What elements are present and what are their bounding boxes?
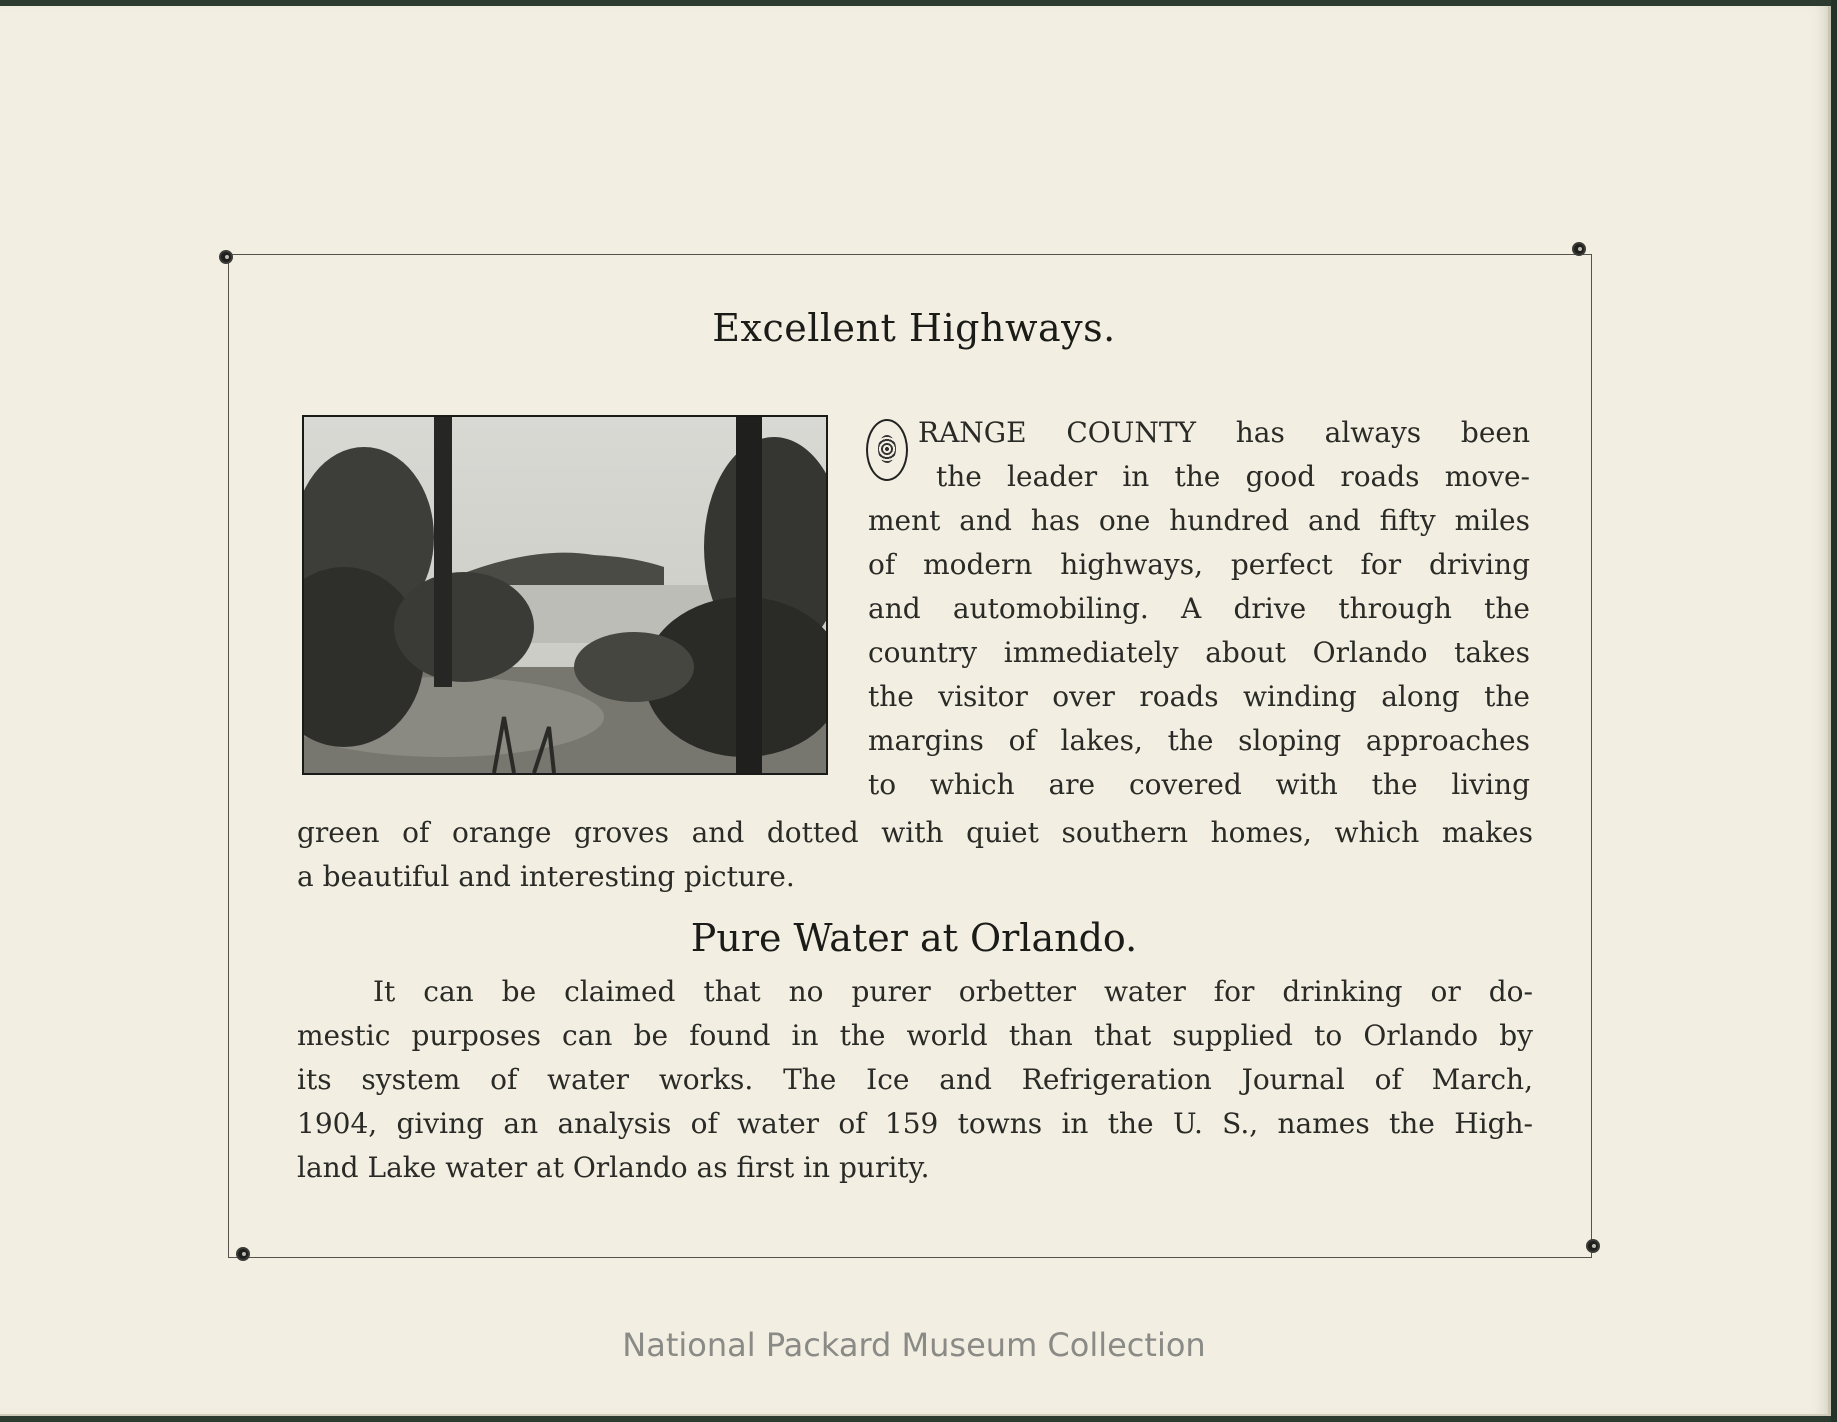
ornamental-dropcap-o [866,419,908,481]
text-line: a beautiful and interesting picture. [297,860,795,893]
text-line: It can be claimed that no purer orbetter water for drinking or do- [373,975,1533,1008]
text-line: ment and has one hundred and fifty miles [868,504,1530,537]
text-line: to which are covered with the living [868,768,1530,801]
text-line: RANGE COUNTY has always been [918,416,1530,449]
paragraph-highways-full [297,811,1533,899]
paragraph-highways-col-first [918,411,1530,455]
text-line: country immediately about Orlando takes [868,636,1530,669]
text-line: land Lake water at Orlando as first in purity. [297,1151,930,1184]
text-line: the visitor over roads winding along the [868,680,1530,713]
heading-pure-water: Pure Water at Orlando. [690,916,1138,960]
text-line: its system of water works. The Ice and Refrigeration Journal of March, [297,1063,1533,1096]
brochure-page [0,6,1831,1416]
paragraph-highways-col-second [936,455,1530,499]
lake-landscape-illustration [304,417,826,773]
frame-corner-rivet [1586,1239,1600,1253]
frame-corner-rivet [219,250,233,264]
binding-edge [1831,0,1837,1422]
frame-corner-rivet [1572,242,1586,256]
paragraph-highways-col [868,499,1530,807]
text-line: green of orange groves and dotted with quiet southern homes, which makes [297,816,1533,849]
paragraph-pure-water [297,970,1533,1190]
frame-corner-rivet [236,1247,250,1261]
text-line: the leader in the good roads move- [936,460,1530,493]
text-line: and automobiling. A drive through the [868,592,1530,625]
text-line: mestic purposes can be found in the world than that supplied to Orlando by [297,1019,1533,1052]
text-line: margins of lakes, the sloping approaches [868,724,1530,757]
heading-excellent-highways: Excellent Highways. [712,306,1116,350]
collection-credit: National Packard Museum Collection [622,1326,1206,1364]
text-line: 1904, giving an analysis of water of 159 towns in the U. S., names the High- [297,1107,1533,1140]
lake-landscape-photo [302,415,828,775]
text-line: of modern highways, perfect for driving [868,548,1530,581]
